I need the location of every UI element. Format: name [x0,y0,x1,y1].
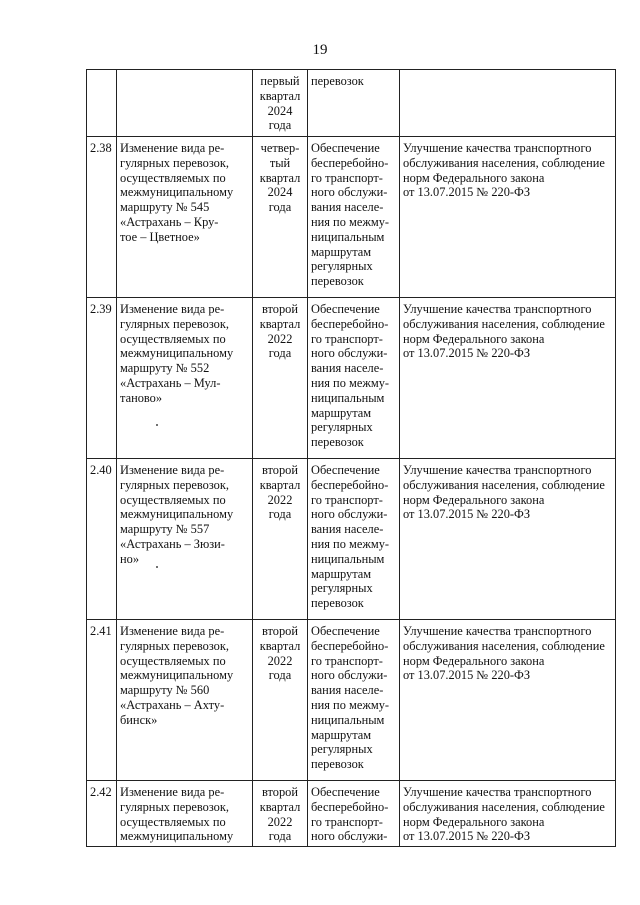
basis-line: вания населе- [311,522,384,537]
date-cell [253,781,308,847]
name-line: осуществляемых по [120,653,226,668]
goal-line: от 13.07.2015 № 220-ФЗ [403,185,531,200]
goal-line: норм Федерального закона [403,653,545,668]
basis-line: Обеспечение [311,624,380,638]
row-number: 2.40 [87,459,117,620]
name-line: гулярных перевозок, [120,799,229,814]
date-line: 2022 [267,814,293,829]
table-row [87,620,616,781]
goal-cell [400,298,616,459]
goal-line: обслуживания населения, соблюдение [403,477,605,492]
goal-line: норм Федерального закона [403,814,545,829]
basis-line: регулярных [311,581,373,596]
basis-cell [308,70,400,137]
basis-line: ния по межму- [311,697,390,712]
name-cell [117,70,253,137]
basis-line: бесперебойно- [311,799,389,814]
date-line: года [268,668,292,683]
basis-line: вания населе- [311,361,384,376]
goal-line: Улучшение качества транспортного [403,785,592,799]
date-line: 2022 [267,653,293,668]
goal-line: норм Федерального закона [403,331,545,346]
date-cell [253,620,308,781]
basis-line: перевозок [311,757,364,772]
page-number: 19 [312,42,328,58]
basis-cell [308,298,400,459]
date-line: квартал [259,88,301,103]
name-line: маршруту № 560 [120,683,210,698]
date-line: второй [261,463,298,477]
basis-line: Обеспечение [311,463,380,477]
goal-cell [400,459,616,620]
date-line: года [268,507,292,522]
goal-line: обслуживания населения, соблюдение [403,155,605,170]
name-line: осуществляемых по [120,331,226,346]
name-line: маршруту № 557 [120,522,210,537]
goal-line: норм Федерального закона [403,170,545,185]
name-line: Изменение вида ре- [120,302,225,316]
basis-line: регулярных [311,742,373,757]
basis-line: перевозок [311,435,364,450]
date-line: второй [261,785,298,799]
goal-line: обслуживания населения, соблюдение [403,638,605,653]
name-line: «Астрахань – Зюзи- [120,536,225,551]
scan-speck [156,566,158,568]
date-line: года [268,829,292,844]
basis-line: ного обслужи- [311,346,388,361]
basis-line: ного обслужи- [311,185,388,200]
row-number: 2.39 [87,298,117,459]
table-body [87,70,616,847]
name-line: маршруту № 545 [120,200,210,215]
basis-line: перевозок [311,74,364,88]
basis-line: Обеспечение [311,302,380,316]
basis-line: Обеспечение [311,785,380,799]
date-line: второй [261,624,298,638]
basis-line: маршрутам [311,244,372,259]
goal-line: обслуживания населения, соблюдение [403,799,605,814]
date-line: четвер- [260,141,300,155]
basis-line: ния по межму- [311,214,390,229]
name-cell [117,459,253,620]
date-line: 2024 [267,103,293,118]
date-line: квартал [259,170,301,185]
basis-line: ния по межму- [311,375,390,390]
basis-line: ного обслужи- [311,507,388,522]
basis-line: го транспорт- [311,331,383,346]
basis-line: вания населе- [311,200,384,215]
date-line: первый [260,74,300,88]
name-line: гулярных перевозок, [120,477,229,492]
date-line: квартал [259,316,301,331]
date-line: года [268,200,292,215]
basis-line: маршрутам [311,727,372,742]
basis-line: вания населе- [311,683,384,698]
date-cell [253,70,308,137]
name-line: межмуниципальному [120,668,234,683]
name-line: межмуниципальному [120,346,234,361]
row-number: 2.42 [87,781,117,847]
table-row [87,137,616,298]
goal-line: норм Федерального закона [403,492,545,507]
name-cell [117,620,253,781]
goal-cell [400,70,616,137]
basis-cell [308,620,400,781]
goal-cell [400,137,616,298]
basis-line: ниципальным [311,712,385,727]
date-line: тый [269,155,291,170]
num-cell [87,70,117,137]
date-cell [253,137,308,298]
basis-line: регулярных [311,420,373,435]
basis-line: ниципальным [311,229,385,244]
name-line: межмуниципальному [120,185,234,200]
basis-line: маршрутам [311,566,372,581]
date-line: 2024 [267,185,293,200]
name-line: Изменение вида ре- [120,463,225,477]
basis-cell [308,459,400,620]
measures-table [86,69,616,847]
basis-line: бесперебойно- [311,477,389,492]
goal-line: Улучшение качества транспортного [403,463,592,477]
name-line: осуществляемых по [120,170,226,185]
name-line: осуществляемых по [120,814,226,829]
name-line: Изменение вида ре- [120,785,225,799]
date-cell [253,459,308,620]
basis-line: бесперебойно- [311,316,389,331]
name-line: «Астрахань – Мул- [120,375,221,390]
name-cell [117,137,253,298]
goal-line: Улучшение качества транспортного [403,302,592,316]
goal-line: от 13.07.2015 № 220-ФЗ [403,829,531,844]
name-line: но» [120,551,140,566]
basis-line: ного обслужи- [311,668,388,683]
table-row [87,781,616,847]
date-line: 2022 [267,331,293,346]
name-line: межмуниципальному [120,507,234,522]
date-line: второй [261,302,298,316]
basis-line: бесперебойно- [311,155,389,170]
table-row-continued [87,70,616,137]
goal-cell [400,781,616,847]
date-line: квартал [259,477,301,492]
basis-line: регулярных [311,259,373,274]
name-line: гулярных перевозок, [120,638,229,653]
row-number: 2.41 [87,620,117,781]
basis-line: перевозок [311,274,364,289]
basis-line: го транспорт- [311,653,383,668]
basis-line: ниципальным [311,390,385,405]
goal-line: от 13.07.2015 № 220-ФЗ [403,668,531,683]
name-line: тое – Цветное» [120,229,200,244]
name-line: «Астрахань – Ахту- [120,697,225,712]
basis-line: перевозок [311,596,364,611]
table-row [87,298,616,459]
name-cell [117,781,253,847]
basis-line: Обеспечение [311,141,380,155]
name-line: таново» [120,390,163,405]
name-line: бинск» [120,712,158,727]
basis-cell [308,137,400,298]
goal-cell [400,620,616,781]
goal-line: от 13.07.2015 № 220-ФЗ [403,346,531,361]
name-line: «Астрахань – Кру- [120,214,219,229]
basis-line: ниципальным [311,551,385,566]
date-line: года [268,346,292,361]
name-line: Изменение вида ре- [120,141,225,155]
row-number: 2.38 [87,137,117,298]
date-line: года [268,118,292,133]
table-row [87,459,616,620]
basis-line: ного обслужи- [311,829,388,844]
date-cell [253,298,308,459]
goal-line: Улучшение качества транспортного [403,141,592,155]
date-line: квартал [259,638,301,653]
goal-line: обслуживания населения, соблюдение [403,316,605,331]
basis-line: ния по межму- [311,536,390,551]
name-line: маршруту № 552 [120,361,210,376]
basis-line: го транспорт- [311,170,383,185]
basis-cell [308,781,400,847]
scan-speck [156,424,158,426]
name-line: гулярных перевозок, [120,316,229,331]
name-line: осуществляемых по [120,492,226,507]
basis-line: бесперебойно- [311,638,389,653]
basis-line: маршрутам [311,405,372,420]
goal-line: от 13.07.2015 № 220-ФЗ [403,507,531,522]
name-line: межмуниципальному [120,829,234,844]
name-cell [117,298,253,459]
basis-line: го транспорт- [311,492,383,507]
date-line: 2022 [267,492,293,507]
basis-line: го транспорт- [311,814,383,829]
name-line: Изменение вида ре- [120,624,225,638]
name-line: гулярных перевозок, [120,155,229,170]
date-line: квартал [259,799,301,814]
goal-line: Улучшение качества транспортного [403,624,592,638]
